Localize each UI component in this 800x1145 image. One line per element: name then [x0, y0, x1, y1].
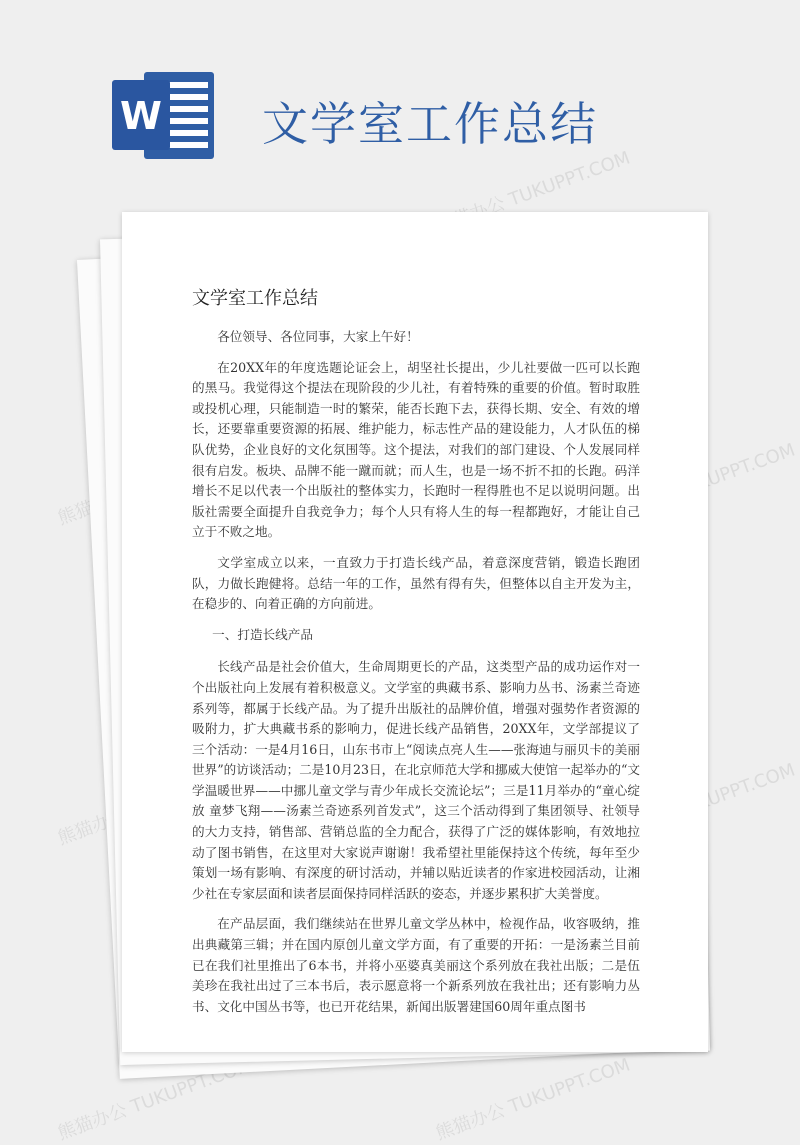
watermark: 熊猫办公 TUKUPPT.COM [55, 1054, 255, 1145]
document-title: 文学室工作总结 [192, 288, 318, 309]
paragraph: 文学室成立以来，一直致力于打造长线产品，着意深度营销，锻造长跑团队，力做长跑健将。总结一年的工作，虽然有得有失，但整体以自主开发为主，在稳步的、向着正确的方向前进。 [192, 554, 640, 612]
word-icon-letter: W [120, 94, 162, 138]
paragraph: 各位领导、各位同事，大家上午好！ [217, 329, 419, 344]
paragraph: 长线产品是社会价值大，生命周期更长的产品，这类型产品的成功运作对一个出版社向上发展有着积极意义。文学室的典藏书系、影响力丛书、汤素兰奇迹系列等，都属于长线产品。为了提升出版社的品牌价值，增强对强势作者资源的吸附力，扩大典藏书系的影响力，促进长线产品销售，20XX年，文学部提议了三个活动：一是4月16日，山东书市上“阅读点亮人生——张海迪与丽贝卡的美丽世界”的访谈活动；二是10月23日，在北京师范大学和挪威大使馆一起举办的“文学温暖世界——中挪儿童文学与青少年成长交流论坛”；三是11月举办的“童心绽放 童梦飞翔——汤素兰奇迹系列首发式”，这三个活动得到了集团领导、社领导的大力支持，销售部、营销总监的全力配合，获得了广泛的媒体影响，有效地拉动了图书销售，在这里对大家说声谢谢！我希望社里能保持这个传统，每年至少策划一场有影响、有深度的研讨活动，并辅以贴近读者的作家进校园活动，让湘少社在专家层面和读者层面保持同样活跃的姿态，并逐步累积扩大美誉度。 [192, 659, 640, 901]
document-page [122, 212, 708, 1052]
watermark: 熊猫办公 [55, 804, 130, 850]
document-body [192, 327, 640, 1027]
section-heading: 一、打造长线产品 [212, 626, 313, 642]
word-icon [110, 68, 220, 163]
paragraph: 在20XX年的年度选题论证会上，胡坚社长提出，少儿社要做一匹可以长跑的黑马。我觉得这个提法在现阶段的少儿社，有着特殊的重要的价值。暂时取胜或投机心理，只能制造一时的繁荣，能否长跑下去，获得长期、安全、有效的增长，还要靠重要资源的拓展、维护能力，标志性产品的建设能力，人才队伍的梯队优势，企业良好的文化氛围等。这个提法，对我们的部门建设、个人发展同样很有启发。板块、品牌不能一蹴而就；而人生，也是一场不折不扣的长跑。码洋增长不足以代表一个出版社的整体实力，长跑时一程得胜也不足以说明问题。出版社需要全面提升自我竞争力；每个人只有将人生的每一程都跑好，才能让自己立于不败之地。 [192, 359, 640, 540]
watermark: 熊猫办公 TUKUPPT.COM [433, 147, 633, 238]
paragraph: 在产品层面，我们继续站在世界儿童文学丛林中，检视作品，收容吸纳，推出典藏第三辑；并在国内原创儿童文学方面，有了重要的开拓：一是汤素兰目前已在我们社里推出了6本书，并将小巫婆真美丽这个系列放在我社出版；二是伍美珍在我社出过了三本书后，表示愿意将一个新系列放在我社出；还有影响力丛书、文化中国丛书等，也已开花结果，新闻出版署建国60周年重点图书 [192, 916, 640, 1014]
page-title: 文学室工作总结 [262, 97, 598, 151]
watermark: TUKUPPT.COM [671, 759, 798, 823]
watermark: TUKUPPT.COM [671, 439, 798, 503]
watermark: 熊猫办公 TUKUPPT.COM [433, 1054, 633, 1145]
